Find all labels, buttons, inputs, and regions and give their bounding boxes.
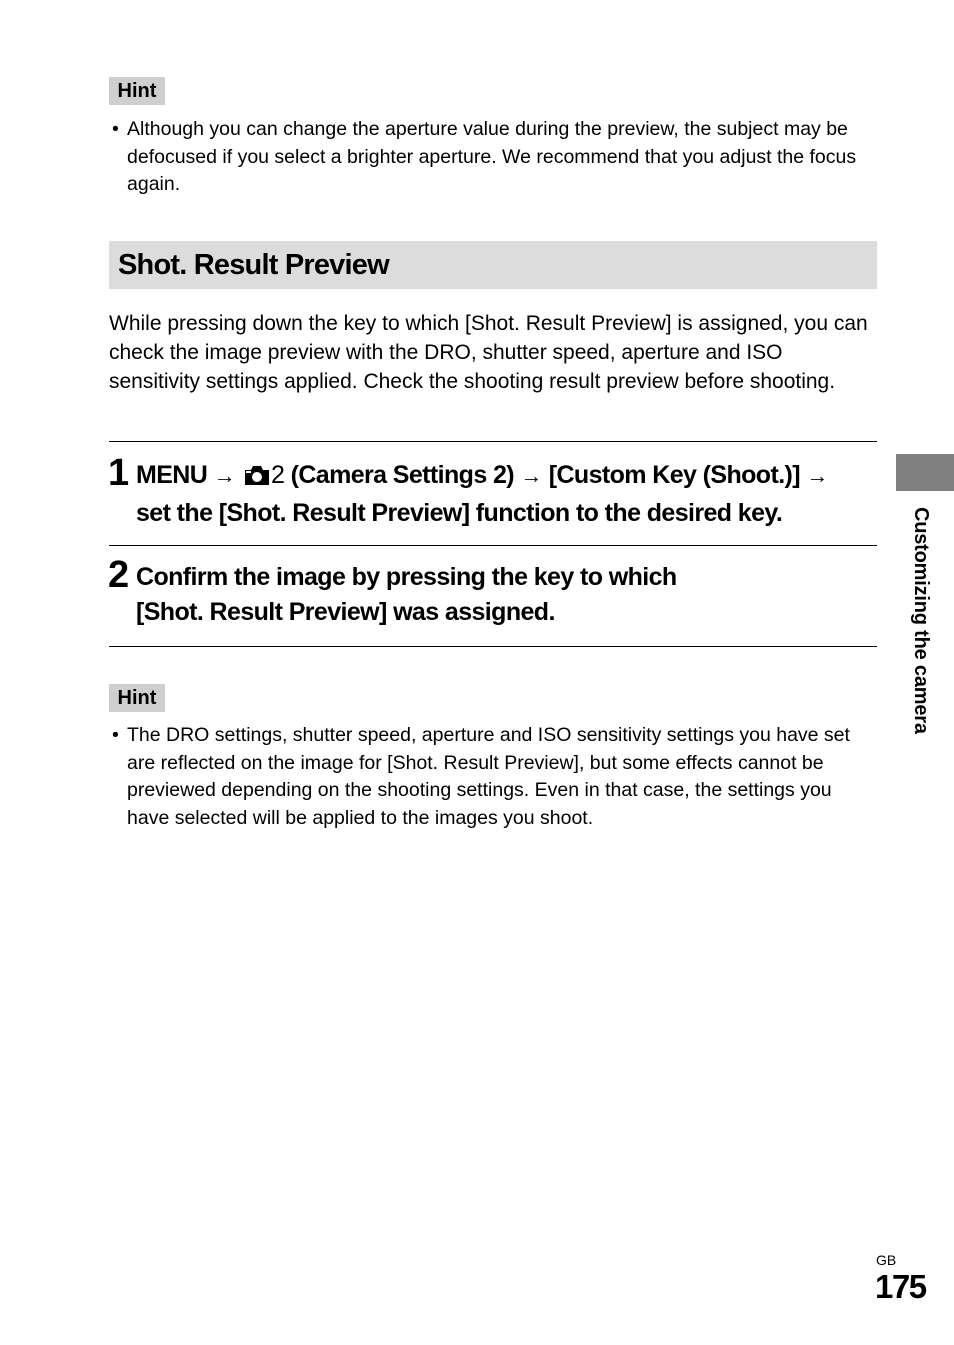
arrow-right-icon: →: [520, 463, 543, 488]
page-number: 175: [875, 1268, 926, 1305]
chapter-label: Customizing the camera: [910, 507, 932, 734]
step-2-line-2: [Shot. Result Preview] was assigned.: [136, 598, 555, 626]
region-code: GB: [876, 1252, 897, 1268]
step-2-line-1: Confirm the image by pressing the key to which: [136, 563, 677, 591]
custom-key-label: [Custom Key (Shoot.)]: [548, 461, 800, 489]
menu-label: MENU: [136, 461, 208, 489]
camera-icon: [244, 461, 270, 496]
step-2-number: 2: [108, 554, 130, 596]
divider: [109, 545, 877, 546]
section-intro: While pressing down the key to which [Shot. Result Preview] is assigned, you can check the image preview with the DRO, shutter speed, aperture and ISO sensitivity settings applied. Check the shooting result preview before shooting.: [109, 312, 868, 393]
divider: [109, 646, 877, 647]
arrow-right-icon: →: [806, 463, 829, 488]
step-1-instruction: set the [Shot. Result Preview] function to the desired key.: [136, 499, 783, 527]
hint-text: Although you can change the aperture value during the preview, the subject may be defocused if you select a brighter aperture. We recommend that you adjust the focus again.: [127, 118, 857, 195]
bullet-marker: •: [112, 724, 119, 746]
arrow-right-icon: →: [213, 463, 236, 488]
divider: [109, 441, 877, 442]
section-header-bar: [109, 241, 877, 289]
hint-bullet-item: [112, 722, 877, 832]
bullet-marker: •: [112, 118, 119, 140]
hint-label: Hint: [109, 77, 165, 105]
section-title: Shot. Result Preview: [118, 249, 389, 281]
step-2-text: [136, 560, 876, 630]
camera-settings-number: 2: [270, 461, 285, 489]
hint-bullet-item: [112, 116, 877, 199]
hint-label: Hint: [109, 684, 165, 712]
chapter-tab: [896, 454, 954, 491]
step-1-number: 1: [108, 452, 130, 494]
camera-settings-label: (Camera Settings 2): [290, 461, 514, 489]
step-1-text: [136, 458, 876, 531]
hint-text: The DRO settings, shutter speed, aperture and ISO sensitivity settings you have set are reflected on the image for [Shot. Result Preview], but some effects cannot be previewed depending on the shooting settings. Even in that case, the settings you have selected will be applied to the images you shoot.: [127, 724, 850, 829]
